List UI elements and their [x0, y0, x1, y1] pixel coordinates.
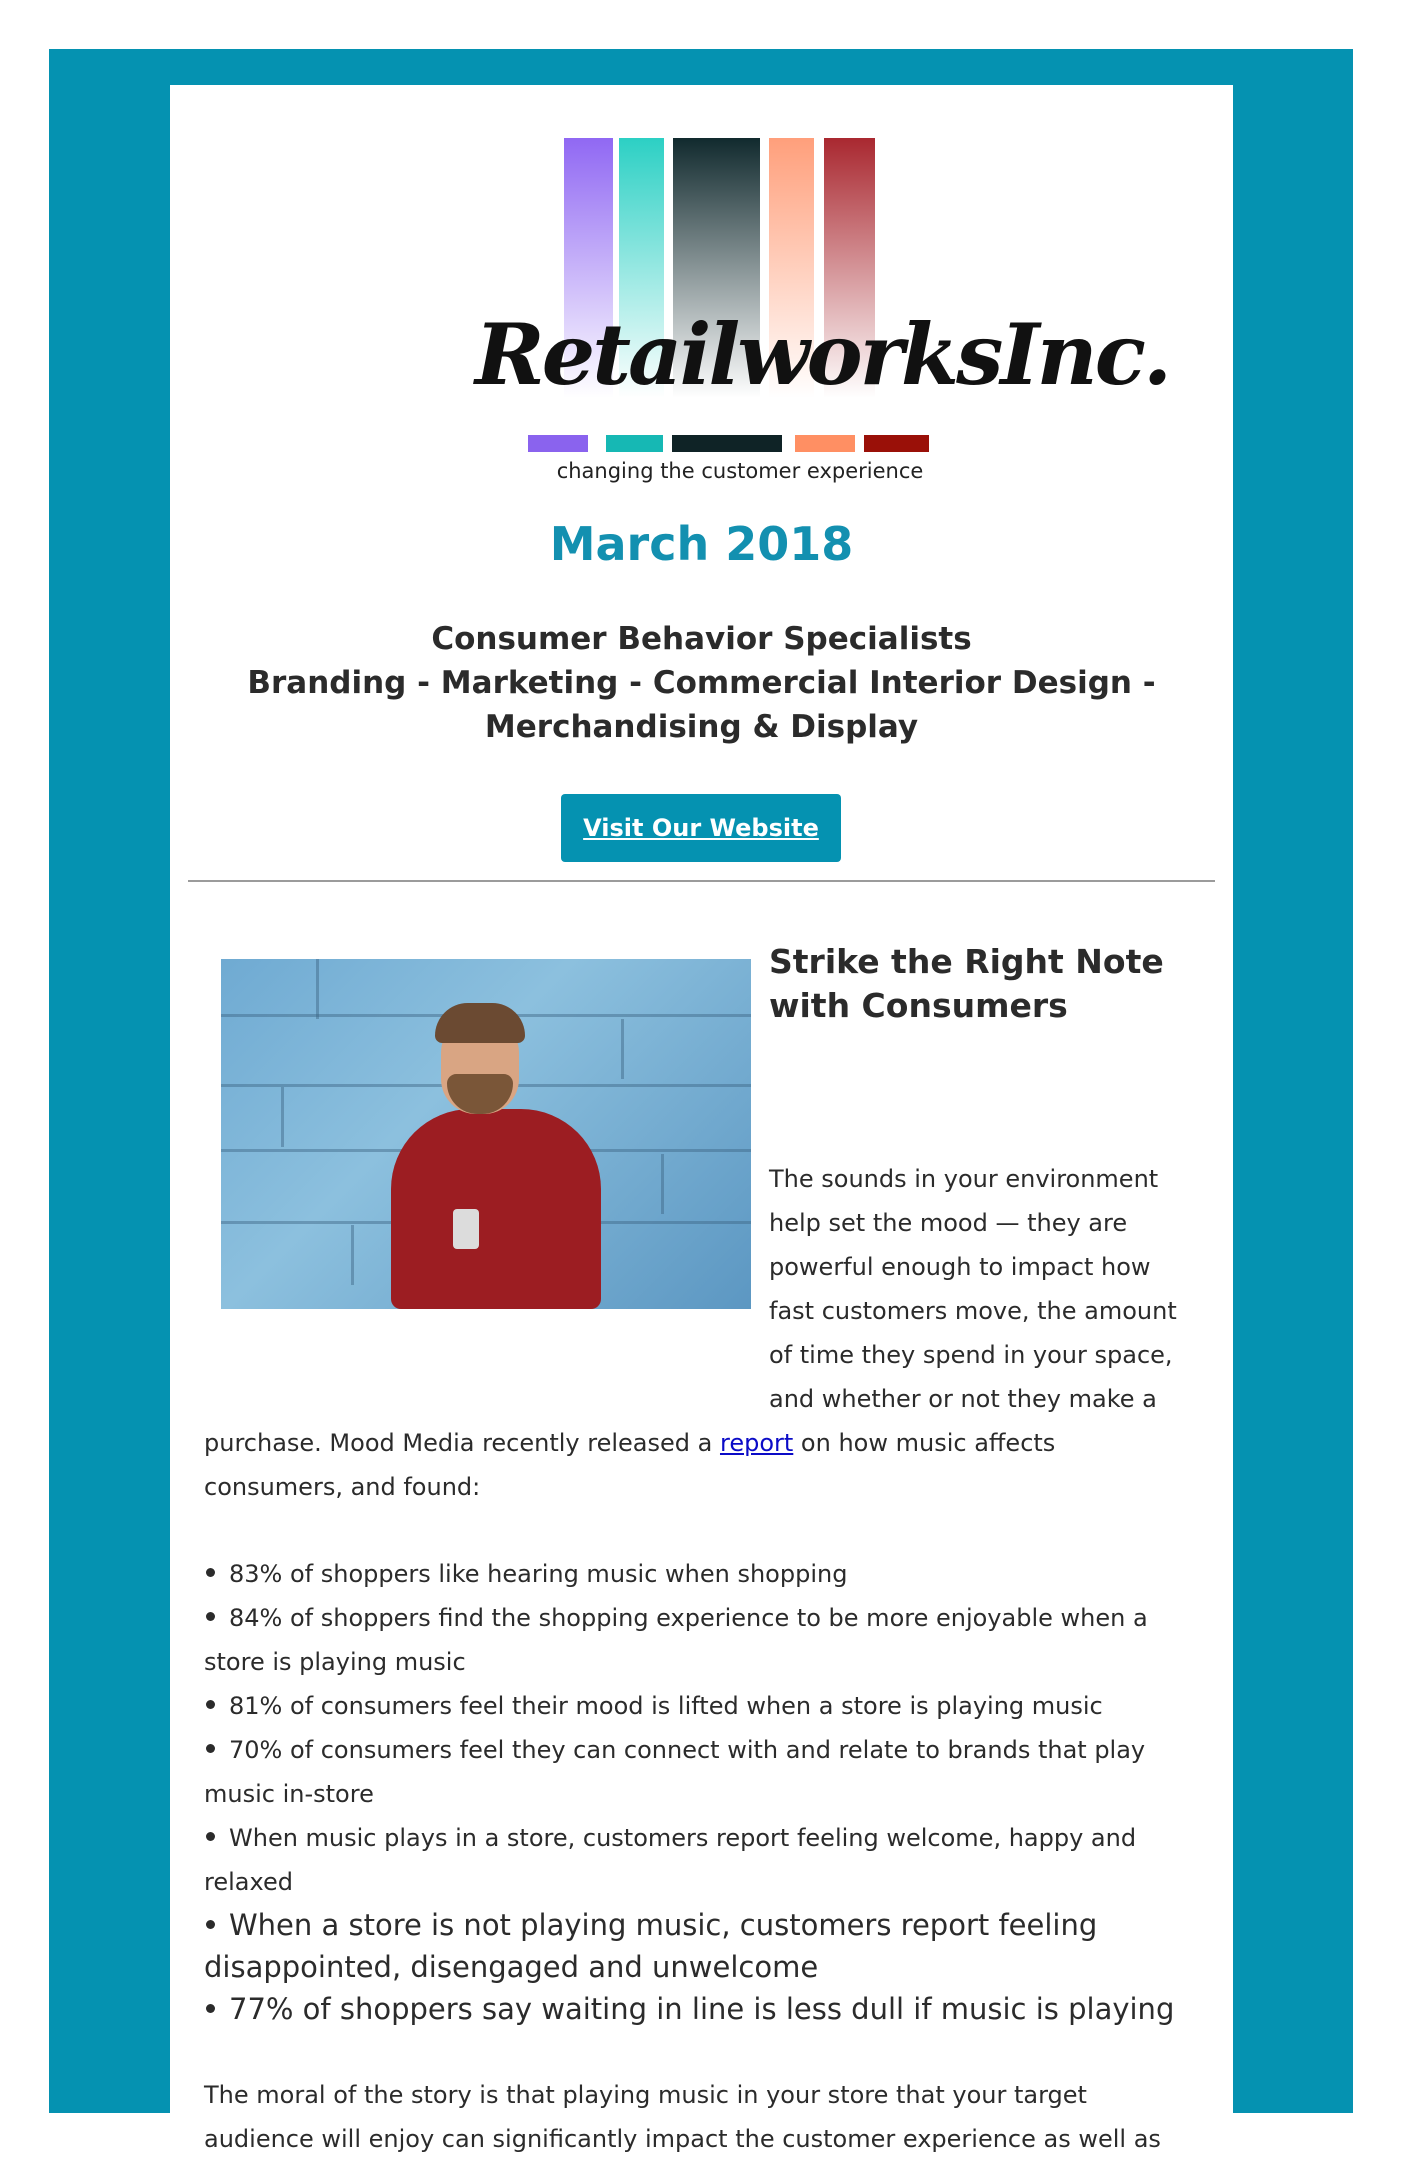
- logo-stripe-dark: [672, 435, 782, 452]
- phone-icon: [453, 1209, 479, 1249]
- list-item-text: When music plays in a store, customers report feeling welcome, happy and: [229, 1824, 1137, 1852]
- specialties-line: Consumer Behavior Specialists: [431, 621, 972, 657]
- bullet-icon: [206, 1920, 215, 1929]
- bullet-icon: [206, 1832, 215, 1841]
- specialties-line: Merchandising & Display: [484, 709, 919, 745]
- report-link[interactable]: report: [719, 1429, 794, 1457]
- list-item-text: When a store is not playing music, customers report feeling: [229, 1908, 1098, 1942]
- body-line: The moral of the story is that playing music in your store that your target: [204, 2081, 1087, 2109]
- list-item-text: 81% of consumers feel their mood is lifted when a store is playing music: [229, 1692, 1103, 1720]
- list-item: [204, 1816, 1214, 1860]
- article-title-line: with Consumers: [769, 986, 1068, 1025]
- list-item-text: 77% of shoppers say waiting in line is less dull if music is playing: [229, 1992, 1175, 2026]
- logo-wordmark: RetailworksInc.: [475, 305, 1170, 404]
- body-line: help set the mood — they are: [769, 1209, 1128, 1237]
- article-intro-continued: [204, 1421, 1204, 1509]
- brick-joint: [316, 959, 319, 1019]
- logo-stripe-red: [864, 435, 929, 452]
- list-item: [204, 1552, 1214, 1596]
- brick-joint: [351, 1225, 354, 1285]
- findings-list: [204, 1552, 1214, 2030]
- body-line: consumers, and found:: [204, 1473, 481, 1501]
- body-line: audience will enjoy can significantly impact the customer experience as well as: [204, 2125, 1161, 2153]
- bullet-icon: [206, 1744, 215, 1753]
- article-title-line: Strike the Right Note: [769, 942, 1164, 981]
- list-item: [204, 1596, 1214, 1640]
- list-item-text: 84% of shoppers find the shopping experience to be more enjoyable when a: [229, 1604, 1148, 1632]
- bullet-icon: [206, 1612, 215, 1621]
- retailworks-logo: [170, 85, 1233, 505]
- list-item: [204, 1988, 1214, 2030]
- list-item-continuation: disappointed, disengaged and unwelcome: [204, 1950, 819, 1984]
- list-item-continuation: music in-store: [204, 1780, 374, 1808]
- body-line: powerful enough to impact how: [769, 1253, 1151, 1281]
- body-line: and whether or not they make a: [769, 1385, 1157, 1413]
- list-item-continuation: store is playing music: [204, 1648, 466, 1676]
- list-item: [204, 1728, 1214, 1772]
- logo-stripe-purple: [528, 435, 588, 452]
- brick-joint: [621, 1019, 624, 1079]
- body-text: on how music affects: [793, 1429, 1056, 1457]
- body-line: [204, 1421, 1204, 1465]
- body-line: of time they spend in your space,: [769, 1341, 1173, 1369]
- article-title: [769, 940, 1209, 1028]
- article-conclusion: [204, 2073, 1214, 2161]
- newsletter-card: [170, 85, 1233, 2153]
- body-text: purchase. Mood Media recently released a: [204, 1429, 720, 1457]
- brick-joint: [661, 1154, 664, 1214]
- section-divider: [188, 880, 1215, 882]
- list-item: [204, 1904, 1214, 1946]
- list-item-text: 70% of consumers feel they can connect with and relate to brands that play: [229, 1736, 1146, 1764]
- article-photo-man-with-headphones: [221, 959, 751, 1309]
- article-intro-wrapped: [769, 1157, 1209, 1421]
- person-hair: [435, 1003, 525, 1043]
- person-sweater: [391, 1109, 601, 1309]
- specialties-line: Branding - Marketing - Commercial Interior Design -: [247, 665, 1156, 701]
- body-line: fast customers move, the amount: [769, 1297, 1177, 1325]
- specialties-heading: [210, 617, 1193, 749]
- list-item-continuation: relaxed: [204, 1868, 293, 1896]
- bullet-icon: [206, 1568, 215, 1577]
- brick-joint: [281, 1087, 284, 1147]
- issue-month-heading: March 2018: [549, 517, 854, 571]
- list-item: [204, 1684, 1214, 1728]
- logo-stripe-peach: [795, 435, 855, 452]
- bullet-icon: [206, 1700, 215, 1709]
- visit-website-button[interactable]: Visit Our Website: [561, 794, 841, 862]
- logo-stripe-teal: [606, 435, 663, 452]
- list-item-text: 83% of shoppers like hearing music when shopping: [229, 1560, 848, 1588]
- logo-tagline: changing the customer experience: [556, 459, 924, 483]
- body-line: The sounds in your environment: [769, 1165, 1159, 1193]
- bullet-icon: [206, 2004, 215, 2013]
